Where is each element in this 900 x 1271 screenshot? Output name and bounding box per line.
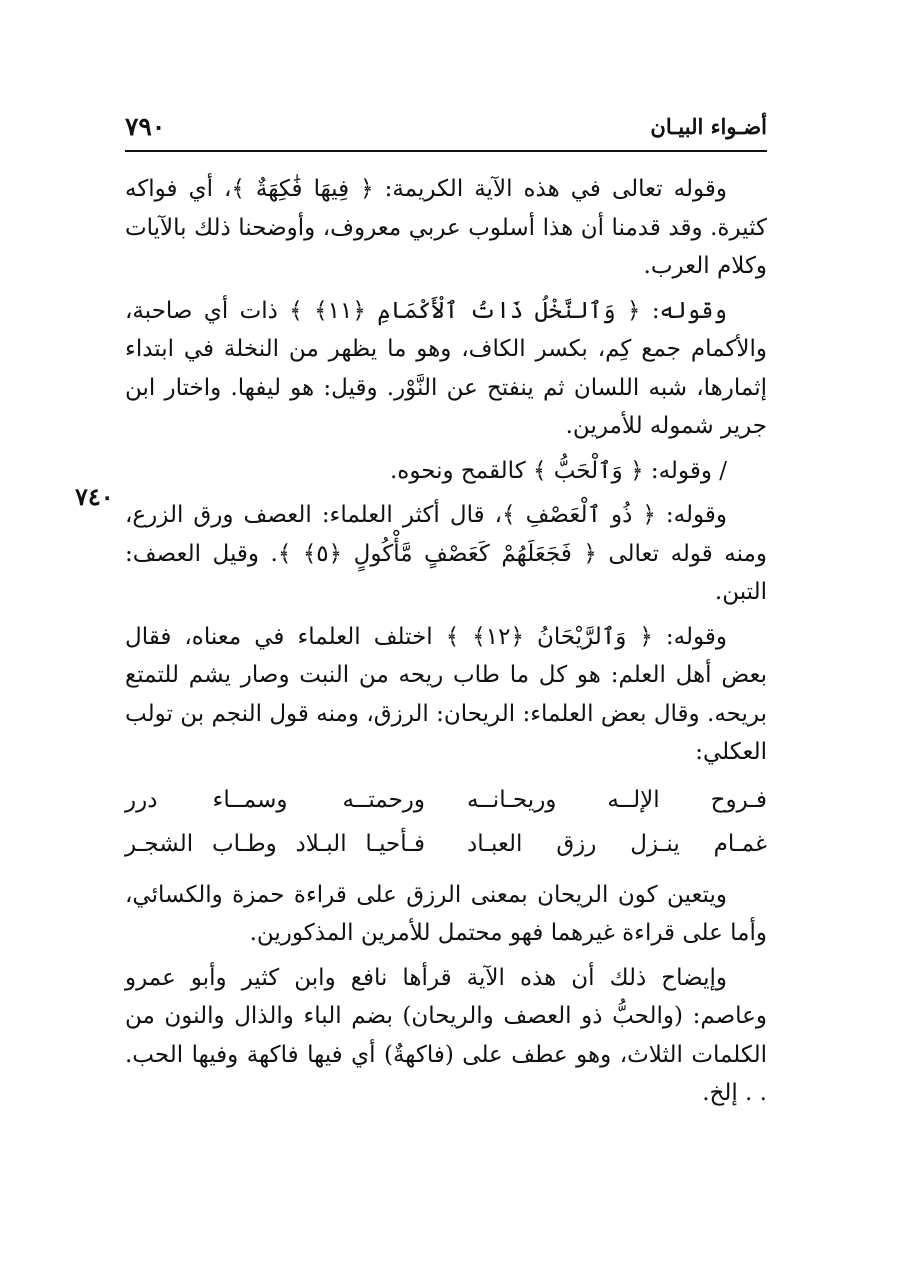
book-title: أضـواء البيـان bbox=[650, 114, 767, 139]
paragraph: وقوله: ﴿ وَٱلرَّيْحَانُ ﴿١٢﴾ ﴾ اختلف العلماء في معناه، فقال بعض أهل العلم: هو كل ما طاب ريحه من النبت وصار يشم للتمتع بريحه. وقال بعض العلماء: الريحان: الرزق، ومنه قول النجم بن تولب العكلي: bbox=[125, 623, 767, 765]
poem-line bbox=[125, 778, 767, 822]
poem-hemistich-second: ورحمتــه وسمــاء درر bbox=[125, 786, 425, 813]
page-number: ٧٩٠ bbox=[125, 112, 166, 141]
poem-hemistich-first: غمـام ينـزل رزق العبـاد bbox=[467, 830, 767, 857]
paragraph: وإيضاح ذلك أن هذه الآية قرأها نافع وابن كثير وأبو عمرو وعاصم: (والحبُّ ذو العصف والريحان) بضم الباء والذال والنون من الكلمات الثلاث، وهو عطف على (فاكهةٌ) أي فيها فاكهة وفيها الحب. . . إلخ. bbox=[125, 964, 767, 1106]
paragraph: وقوله: ﴿ وَٱلنَّخْلُ ذَاتُ ٱلْأَكْمَامِ ﴿١١﴾ ﴾ ذات أي صاحبة، والأكمام جمع كِم، بكسر الكاف، وهو ما يظهر من النخلة في ابتداء إثمارها، شبه اللسان ثم ينفتح عن النَّوْر. وقيل: هو ليفها. واختار ابن جرير شموله للأمرين. bbox=[125, 297, 767, 439]
page-body bbox=[125, 170, 767, 1119]
poem-line bbox=[125, 822, 767, 866]
paragraph: / وقوله: ﴿ وَٱلْحَبُّ ﴾ كالقمح ونحوه. bbox=[389, 457, 727, 484]
poem-block bbox=[125, 778, 767, 866]
paragraph: ويتعين كون الريحان بمعنى الرزق على قراءة حمزة والكسائي، وأما على قراءة غيرهما فهو محتمل للأمرين المذكورين. bbox=[125, 881, 767, 946]
page-header bbox=[125, 112, 767, 152]
poem-hemistich-first: فـروح الإلــه وريحـانــه bbox=[467, 786, 767, 813]
paragraph: وقوله تعالى في هذه الآية الكريمة: ﴿ فِيهَا فَٰكِهَةٌ ﴾، أي فواكه كثيرة. وقد قدمنا أن هذا أسلوب عربي معروف، وأوضحنا ذلك بالآيات وكلام العرب. bbox=[125, 176, 767, 279]
paragraph: وقوله: ﴿ ذُو ٱلْعَصْفِ ﴾، قال أكثر العلماء: العصف ورق الزرع، ومنه قوله تعالى ﴿ فَجَعَلَهُمْ كَعَصْفٍ مَّأْكُولٍ ﴿٥﴾ ﴾. وقيل العصف: التبن. bbox=[125, 502, 768, 605]
poem-hemistich-second: فـأحيـا البـلاد وطـاب الشجـر bbox=[125, 830, 425, 857]
original-page-marker: ٧٤٠ bbox=[75, 482, 114, 511]
